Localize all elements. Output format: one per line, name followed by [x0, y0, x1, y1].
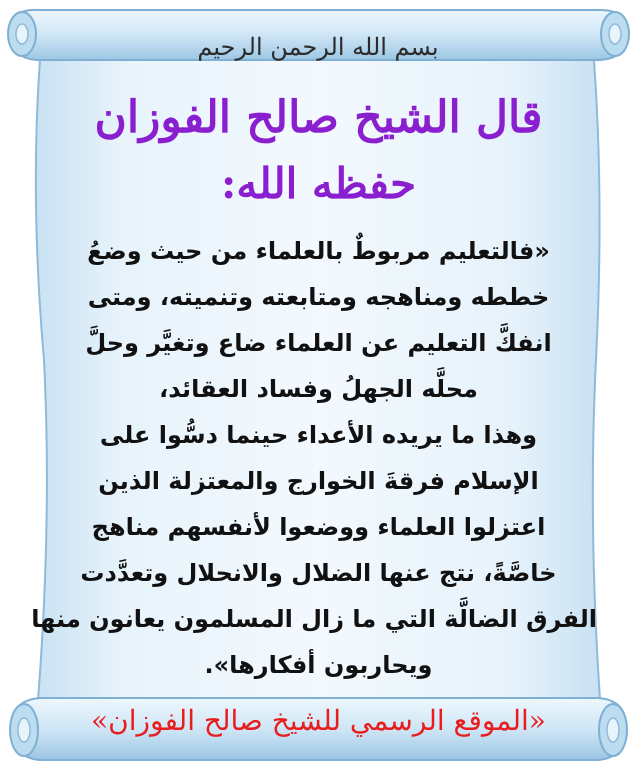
basmala-calligraphy: بسم الله الرحمن الرحيم	[197, 33, 439, 61]
quote-text	[31, 228, 597, 688]
quote-line: خاصَّةً، نتج عنها الضلال والانحلال وتعدَّدت	[80, 559, 557, 587]
quote-line: خططه ومناهجه ومتابعته وتنميته، ومتى	[87, 283, 550, 311]
quote-line: «فالتعليم مربوطٌ بالعلماء من حيث وضعُ	[87, 237, 550, 265]
quote-line: وهذا ما يريده الأعداء حينما دسُّوا على	[99, 421, 538, 449]
quote-line: ويحاربون أفكارها».	[204, 651, 433, 679]
title-line-2: حفظه الله:	[220, 159, 417, 208]
quote-line: الإسلام فرقةَ الخوارج والمعتزلة الذين	[98, 467, 539, 495]
footer-source: «الموقع الرسمي للشيخ صالح الفوزان»	[91, 704, 546, 737]
quote-line: الفرق الضالَّة التي ما زال المسلمون يعانون منها	[31, 605, 597, 633]
quote-line: انفكَّ التعليم عن العلماء ضاع وتغيَّر وحلَّ	[85, 329, 552, 357]
quote-line: محلَّه الجهلُ وفساد العقائد،	[159, 375, 478, 403]
quote-line: اعتزلوا العلماء ووضعوا لأنفسهم مناهج	[91, 513, 546, 541]
title-line-1: قال الشيخ صالح الفوزان	[94, 92, 543, 143]
